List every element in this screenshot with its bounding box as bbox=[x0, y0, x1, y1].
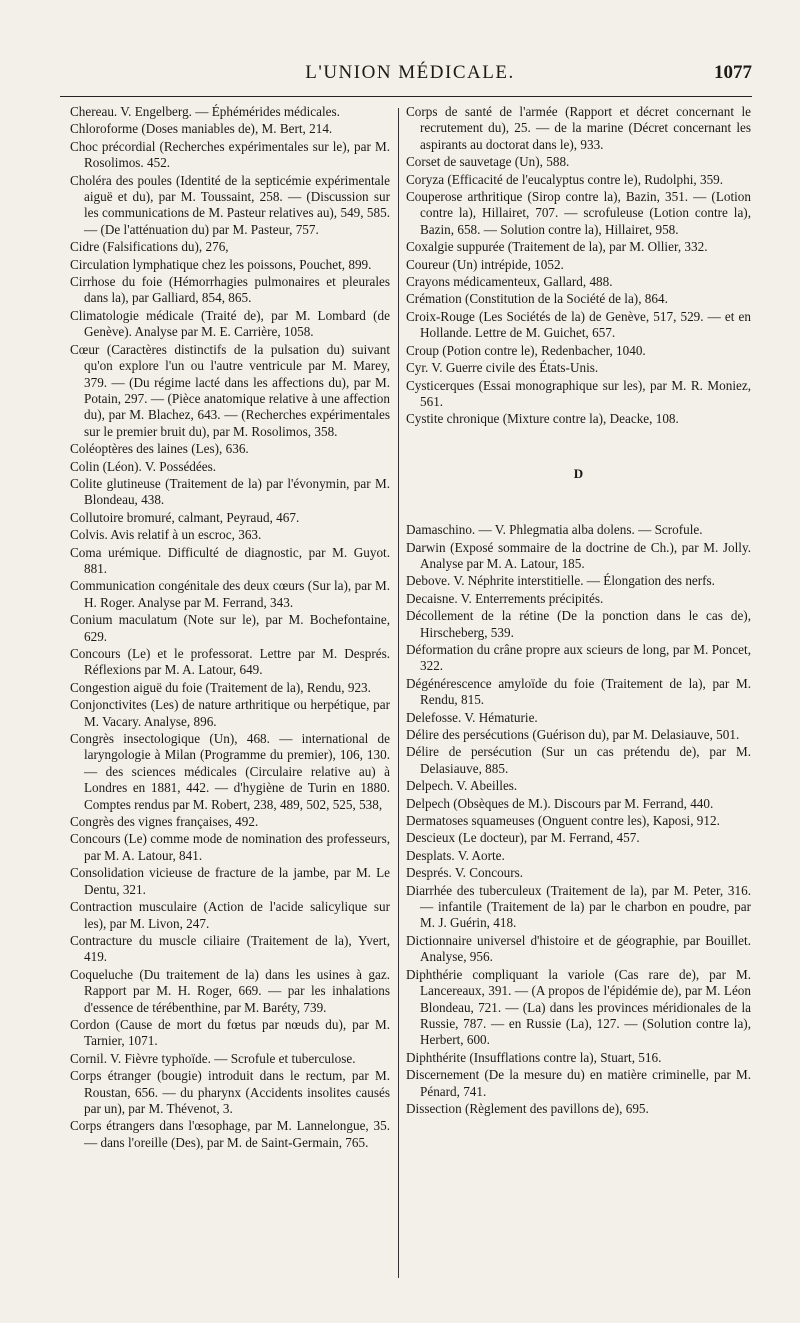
index-entry: Diarrhée des tuberculeux (Traitement de la), par M. Peter, 316. — infantile (Traitement de la) par le charbon en poudre, par M. J. Guérin, 418. bbox=[406, 882, 751, 931]
index-entry: Cystite chronique (Mixture contre la), Deacke, 108. bbox=[406, 411, 679, 427]
index-entry: Debove. V. Néphrite interstitielle. — Élongation des nerfs. bbox=[406, 573, 715, 589]
index-entry: Collutoire bromuré, calmant, Peyraud, 467. bbox=[70, 509, 300, 525]
index-entry: Darwin (Exposé sommaire de la doctrine de Ch.), par M. Jolly. Analyse par M. A. Latour, 185. bbox=[406, 539, 751, 571]
index-entry: Croup (Potion contre le), Redenbacher, 1040. bbox=[406, 342, 646, 358]
running-title: L'UNION MÉDICALE. bbox=[305, 62, 515, 83]
index-entry: Després. V. Concours. bbox=[406, 865, 524, 881]
index-entry: Choléra des poules (Identité de la septicémie expérimentale aiguë et du), par M. Toussaint, 258. — (Discussion sur les communications de M. Pasteur relatives au), 549, 585. — (De l'atténuation du) par M. Pasteur, 757. bbox=[70, 172, 390, 237]
index-entry: Corps étrangers dans l'œsophage, par M. Lannelongue, 35. — dans l'oreille (Des), par M. de Saint-Germain, 765. bbox=[70, 1118, 390, 1150]
index-entry: Crayons médicamenteux, Gallard, 488. bbox=[406, 274, 613, 290]
index-entry: Coqueluche (Du traitement de la) dans les usines à gaz. Rapport par M. H. Roger, 669. — par les inhalations d'essence de térébenthine, par M. Baréty, 739. bbox=[70, 966, 390, 1015]
index-entry: Climatologie médicale (Traité de), par M. Lombard (de Genève). Analyse par M. E. Carrière, 1058. bbox=[70, 307, 390, 340]
page-header bbox=[60, 62, 760, 92]
index-entry: Concours (Le) comme mode de nomination des professeurs, par M. A. Latour, 841. bbox=[70, 831, 390, 863]
index-entry: Cidre (Falsifications du), 276, bbox=[70, 239, 229, 255]
index-entry: Coryza (Efficacité de l'eucalyptus contre le), Rudolphi, 359. bbox=[406, 171, 724, 187]
index-entry: Desplats. V. Aorte. bbox=[406, 847, 505, 863]
index-entry: Croix-Rouge (Les Sociétés de la) de Genève, 517, 529. — et en Hollande. Lettre de M. Guichet, 657. bbox=[406, 308, 751, 341]
index-entry: Cœur (Caractères distinctifs de la pulsation du) suivant qu'on explore l'un ou l'autre ventricule par M. Marey, 379. — (Du régime lacté dans les affections du), par M. Potain, 297. — (Pièce anatomique relative à une affection du), par M. Blachez, 643. — (Recherches expérimentales sur le premier bruit du), par M. Rosolimos, 358. bbox=[70, 341, 390, 439]
index-entry: Congrès insectologique (Un), 468. — international de laryngologie à Milan (Programme du premier), 106, 130. — des sciences médicales (Circulaire relative au) à Londres en 1881, 442. — d'hygiène de Turin en 1880. Comptes rendus par M. Robert, 238, 489, 502, 525, 538, bbox=[70, 731, 390, 812]
index-entry: Crémation (Constitution de la Société de la), 864. bbox=[406, 291, 668, 307]
index-entry: Communication congénitale des deux cœurs (Sur la), par M. H. Roger. Analyse par M. Ferrand, 343. bbox=[70, 578, 390, 610]
index-entry: Consolidation vicieuse de fracture de la jambe, par M. Le Dentu, 321. bbox=[70, 865, 390, 897]
index-entry: Déformation du crâne propre aux scieurs de long, par M. Poncet, 322. bbox=[406, 641, 751, 674]
index-entry: Chereau. V. Engelberg. — Éphémérides médicales. bbox=[70, 104, 340, 119]
index-entry: Congestion aiguë du foie (Traitement de la), Rendu, 923. bbox=[70, 679, 371, 695]
page-number: 1077 bbox=[714, 62, 752, 83]
index-entry: Cirrhose du foie (Hémorrhagies pulmonaires et pleurales dans la), par Galliard, 854, 865. bbox=[70, 274, 390, 306]
index-entry: Chloroforme (Doses maniables de), M. Bert, 214. bbox=[70, 121, 333, 137]
right-column bbox=[406, 104, 751, 1118]
index-entry: Dictionnaire universel d'histoire et de géographie, par Bouillet. Analyse, 956. bbox=[406, 932, 751, 965]
index-entry: Décollement de la rétine (De la ponction dans le cas de), Hirscheberg, 539. bbox=[406, 608, 751, 640]
index-entry: Damaschino. — V. Phlegmatia alba dolens. — Scrofule. bbox=[406, 522, 703, 538]
section-letter: D bbox=[573, 465, 584, 481]
index-entry: Delpech. V. Abeilles. bbox=[406, 778, 518, 794]
index-entry: Couperose arthritique (Sirop contre la), Bazin, 351. — (Lotion contre la), Hillairet, 707. — scrofuleuse (Lotion contre la), Bazin, 658. — Solution contre la), Hillairet, 958. bbox=[406, 189, 751, 237]
left-column bbox=[70, 104, 390, 1152]
index-entry: Corps étranger (bougie) introduit dans le rectum, par M. Roustan, 656. — du pharynx (Accidents insolites causés par un), par M. Thévenot, 3. bbox=[70, 1068, 390, 1116]
index-entry: Delefosse. V. Hématurie. bbox=[406, 709, 538, 725]
index-entry: Corps de santé de l'armée (Rapport et décret concernant le recrutement du), 25. — de la marine (Décret concernant les aspirants au doctorat dans le), 933. bbox=[406, 104, 751, 152]
header-rule bbox=[60, 96, 752, 97]
index-entry: Descieux (Le docteur), par M. Ferrand, 457. bbox=[406, 830, 640, 846]
index-entry: Délire de persécution (Sur un cas prétendu de), par M. Delasiauve, 885. bbox=[406, 744, 751, 776]
index-entry: Concours (Le) et le professorat. Lettre par M. Després. Réflexions par M. A. Latour, 649. bbox=[70, 646, 390, 678]
index-entry: Cysticerques (Essai monographique sur les), par M. R. Moniez, 561. bbox=[406, 377, 751, 409]
index-entry: Conium maculatum (Note sur le), par M. Bochefontaine, 629. bbox=[70, 612, 390, 644]
index-entry: Coxalgie suppurée (Traitement de la), par M. Ollier, 332. bbox=[406, 239, 708, 255]
index-entry: Dissection (Règlement des pavillons de), 695. bbox=[406, 1100, 649, 1116]
index-entry: Contracture du muscle ciliaire (Traitement de la), Yvert, 419. bbox=[70, 932, 390, 965]
index-entry: Cordon (Cause de mort du fœtus par nœuds du), par M. Tarnier, 1071. bbox=[70, 1016, 390, 1049]
index-entry: Discernement (De la mesure du) en matière criminelle, par M. Pénard, 741. bbox=[406, 1067, 751, 1099]
index-entry: Congrès des vignes françaises, 492. bbox=[70, 814, 259, 830]
index-entry: Contraction musculaire (Action de l'acide salicylique sur les), par M. Livon, 247. bbox=[70, 899, 390, 931]
index-entry: Cornil. V. Fièvre typhoïde. — Scrofule et tuberculose. bbox=[70, 1050, 356, 1066]
index-entry: Délire des persécutions (Guérison du), par M. Delasiauve, 501. bbox=[406, 727, 740, 742]
index-entry: Coureur (Un) intrépide, 1052. bbox=[406, 256, 564, 272]
index-entry: Colin (Léon). V. Possédées. bbox=[70, 458, 217, 474]
index-entry: Decaisne. V. Enterrements précipités. bbox=[406, 590, 604, 606]
index-entry: Cyr. V. Guerre civile des États-Unis. bbox=[406, 360, 599, 376]
index-entry: Conjonctivites (Les) de nature arthritique ou herpétique, par M. Vacary. Analyse, 896. bbox=[70, 697, 390, 729]
index-entry: Coléoptères des laines (Les), 636. bbox=[70, 441, 249, 457]
index-entry: Colite glutineuse (Traitement de la) par l'évonymin, par M. Blondeau, 438. bbox=[70, 475, 390, 508]
index-entry: Corset de sauvetage (Un), 588. bbox=[406, 154, 570, 170]
index-entry: Circulation lymphatique chez les poissons, Pouchet, 899. bbox=[70, 256, 372, 272]
index-entry: Coma urémique. Difficulté de diagnostic, par M. Guyot. 881. bbox=[70, 544, 390, 576]
index-entry: Dégénérescence amyloïde du foie (Traitement de la), par M. Rendu, 815. bbox=[406, 675, 751, 708]
index-entry: Colvis. Avis relatif à un escroc, 363. bbox=[70, 527, 262, 543]
index-entry: Diphthérite (Insufflations contre la), Stuart, 516. bbox=[406, 1049, 662, 1065]
column-divider bbox=[398, 108, 399, 1278]
index-entry: Choc précordial (Recherches expérimentales sur le), par M. Rosolimos. 452. bbox=[70, 138, 390, 171]
index-entry: Diphthérie compliquant la variole (Cas rare de), par M. Lancereaux, 391. — (A propos de l'épidémie de), par M. Léon Blondeau, 721. — (La) dans les provinces méridionales de la Russie, 787. — en Russie (La), 127. — (Solution contre la), Herbert, 600. bbox=[406, 966, 751, 1048]
index-entry: Delpech (Obsèques de M.). Discours par M. Ferrand, 440. bbox=[406, 795, 714, 811]
index-entry: Dermatoses squameuses (Onguent contre les), Kaposi, 912. bbox=[406, 813, 720, 829]
